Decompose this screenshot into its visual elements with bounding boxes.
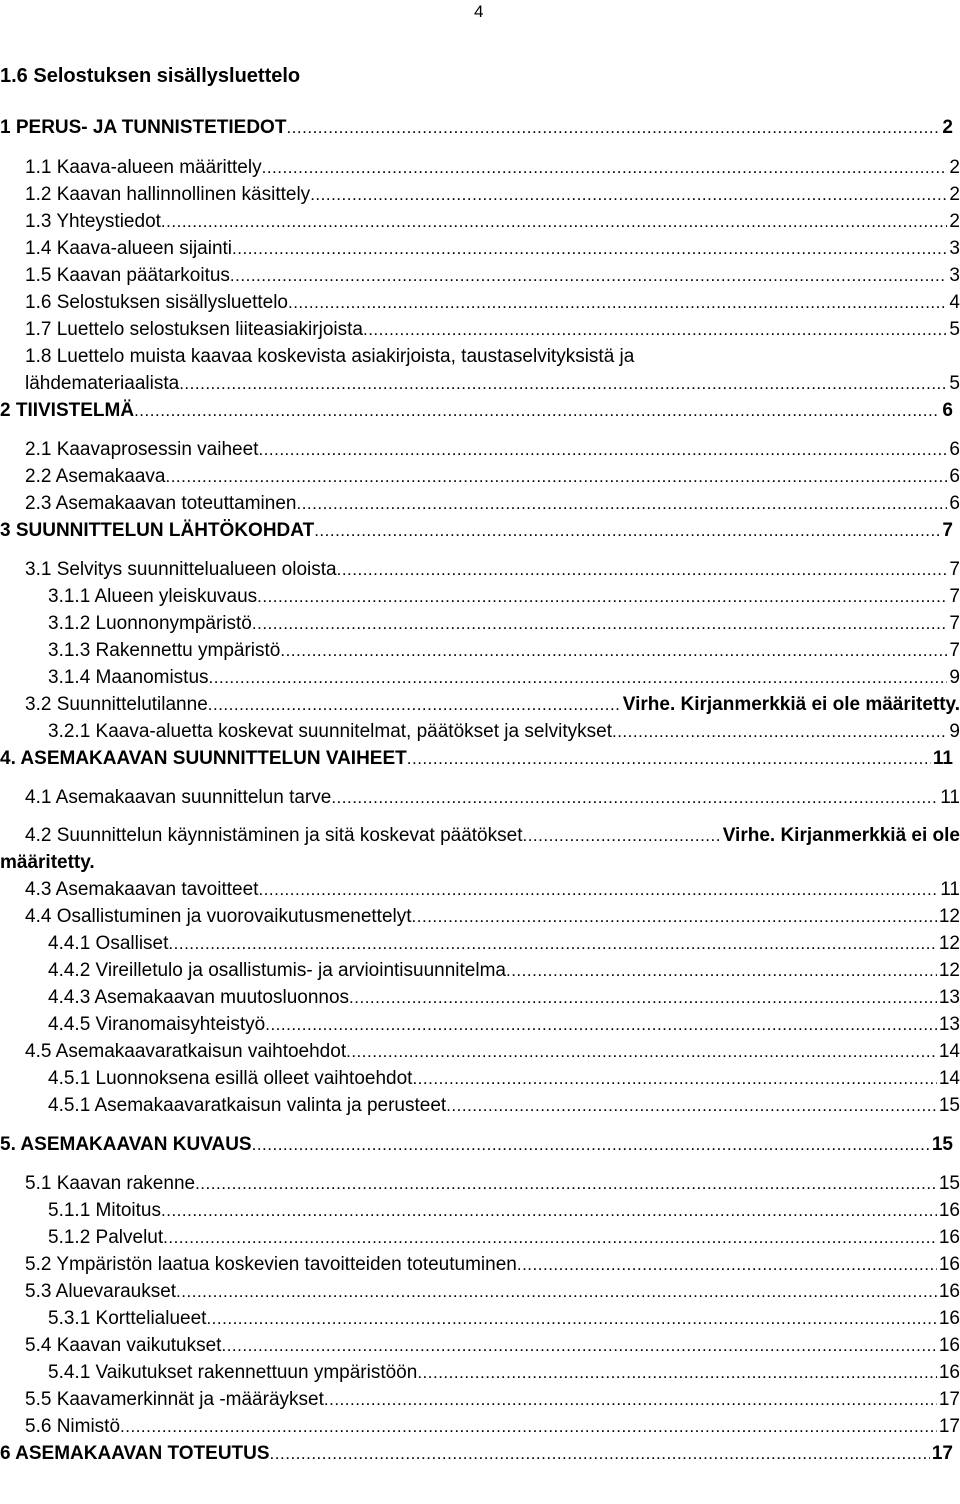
toc-entry[interactable]	[48, 1065, 960, 1092]
toc-entry-page: 16	[938, 1200, 960, 1221]
toc-entry[interactable]	[48, 1305, 960, 1332]
toc-entry-page: 7	[949, 613, 960, 634]
toc-dot-leader	[221, 1332, 936, 1359]
toc-entry-page: 2	[949, 157, 960, 178]
toc-entry-page: 16	[938, 1227, 960, 1248]
toc-entry-page: 3	[949, 238, 960, 259]
toc-entry-title: 1 PERUS- JA TUNNISTETIEDOT	[0, 117, 287, 138]
toc-entry[interactable]	[0, 1440, 953, 1467]
toc-dot-leader	[176, 1278, 937, 1305]
toc-dot-leader	[314, 517, 940, 544]
toc-entry[interactable]	[48, 637, 960, 664]
toc-entry-title: 5.1 Kaavan rakenne	[25, 1173, 196, 1194]
toc-entry[interactable]	[48, 1359, 960, 1386]
toc-entry-title: 2.2 Asemakaava	[25, 466, 166, 487]
toc-entry-title: 3 SUUNNITTELUN LÄHTÖKOHDAT	[0, 520, 315, 541]
toc-entry[interactable]	[25, 208, 960, 235]
toc-entry-title: 1.3 Yhteystiedot	[25, 211, 161, 232]
toc-entry[interactable]	[25, 876, 960, 903]
toc-entry-title: 1.2 Kaavan hallinnollinen käsittely	[25, 184, 311, 205]
toc-entry[interactable]	[25, 1170, 960, 1197]
toc-entry-title: 5.6 Nimistö	[25, 1416, 121, 1437]
toc-dot-leader	[363, 316, 947, 343]
toc-entry[interactable]	[25, 181, 960, 208]
toc-entry-title: 5.3 Aluevaraukset	[25, 1281, 177, 1302]
toc-entry[interactable]	[48, 957, 960, 984]
toc-entry[interactable]	[48, 1197, 960, 1224]
toc-dot-leader	[165, 463, 947, 490]
toc-entry[interactable]	[25, 289, 960, 316]
toc-dot-leader	[265, 1011, 937, 1038]
page-number: 4	[474, 2, 484, 21]
toc-entry[interactable]	[0, 517, 953, 544]
toc-dot-leader	[161, 208, 948, 235]
toc-entry[interactable]	[25, 1386, 960, 1413]
toc-entry-title: 4.4.5 Viranomaisyhteistyö	[48, 1014, 266, 1035]
toc-dot-leader	[208, 691, 621, 718]
toc-entry-page: 2	[942, 117, 953, 138]
toc-entry-title: 4.3 Asemakaavan tavoitteet	[25, 879, 259, 900]
toc-dot-leader	[288, 289, 947, 316]
toc-entry-title: 4.4 Osallistuminen ja vuorovaikutusmenettelyt	[25, 906, 412, 927]
toc-entry[interactable]	[25, 463, 960, 490]
toc-entry-title: 4.1 Asemakaavan suunnittelun tarve	[25, 787, 332, 808]
toc-entry-page: 17	[938, 1389, 960, 1410]
toc-entry-page: 11	[940, 879, 960, 900]
toc-entry[interactable]	[25, 436, 960, 463]
toc-entry-title: 5.4.1 Vaikutukset rakennettuun ympäristöön	[48, 1362, 418, 1383]
toc-entry-title: 5. ASEMAKAAVAN KUVAUS	[0, 1134, 252, 1155]
toc-entry-title: 3.1.2 Luonnonympäristö	[48, 613, 252, 634]
toc-entry[interactable]	[25, 691, 960, 718]
toc-entry[interactable]	[25, 784, 960, 811]
toc-entry-title: 4. ASEMAKAAVAN SUUNNITTELUN VAIHEET	[0, 748, 407, 769]
toc-entry-title: 4.5.1 Asemakaavaratkaisun valinta ja perusteet	[48, 1095, 447, 1116]
toc-entry-page: 13	[938, 987, 960, 1008]
toc-entry-title: 5.3.1 Korttelialueet	[48, 1308, 207, 1329]
toc-entry-title: 4.4.1 Osalliset	[48, 933, 169, 954]
toc-entry-page: 2	[949, 211, 960, 232]
toc-entry[interactable]	[25, 1413, 960, 1440]
toc-entry[interactable]	[48, 583, 960, 610]
toc-dot-leader	[407, 745, 931, 772]
toc-dot-leader	[257, 583, 947, 610]
toc-entry[interactable]	[48, 664, 960, 691]
toc-entry[interactable]	[48, 984, 960, 1011]
toc-entry-page: 7	[949, 559, 960, 580]
toc-entry-page: 15	[931, 1134, 953, 1155]
toc-entry-title: 5.2 Ympäristön laatua koskevien tavoitteiden toteutuminen	[25, 1254, 517, 1275]
toc-entry[interactable]	[0, 114, 953, 141]
toc-dot-leader	[120, 1413, 937, 1440]
toc-entry-page: 14	[938, 1068, 960, 1089]
toc-entry-page: Virhe. Kirjanmerkkiä ei ole	[722, 825, 960, 846]
toc-dot-leader	[324, 1386, 937, 1413]
toc-dot-leader	[412, 1065, 936, 1092]
toc-dot-leader	[286, 114, 940, 141]
toc-entry-title: 1.1 Kaava-alueen määrittely	[25, 157, 262, 178]
toc-entry-page: 17	[931, 1443, 953, 1464]
toc-entry-title: 6 ASEMAKAAVAN TOTEUTUS	[0, 1443, 270, 1464]
toc-entry-title: 3.2.1 Kaava-aluetta koskevat suunnitelmat, päätökset ja selvitykset	[48, 721, 612, 742]
toc-entry-title: 3.2 Suunnittelutilanne	[25, 694, 208, 715]
toc-entry-title: 5.1.2 Palvelut	[48, 1227, 164, 1248]
toc-dot-leader	[296, 490, 947, 517]
toc-entry[interactable]	[0, 745, 953, 772]
toc-entry-title: 4.2 Suunnittelun käynnistäminen ja sitä koskevat päätökset	[25, 825, 523, 846]
toc-entry-page: 7	[949, 586, 960, 607]
toc-entry-page: 9	[949, 667, 960, 688]
toc-entry-title: 2.3 Asemakaavan toteuttaminen	[25, 493, 297, 514]
toc-dot-leader	[258, 876, 938, 903]
toc-dot-leader	[195, 1170, 937, 1197]
toc-dot-leader	[506, 957, 937, 984]
toc-entry[interactable]	[48, 1224, 960, 1251]
toc-entry-title: 3.1.1 Alueen yleiskuvaus	[48, 586, 258, 607]
toc-entry-page: 11	[940, 787, 960, 808]
toc-entry-title: 4.4.3 Asemakaavan muutosluonnos	[48, 987, 350, 1008]
toc-dot-leader	[349, 984, 937, 1011]
toc-entry-page: 12	[938, 960, 960, 981]
toc-entry-page: 13	[938, 1014, 960, 1035]
toc-entry[interactable]	[0, 849, 95, 876]
toc-entry[interactable]	[0, 1131, 953, 1158]
toc-dot-leader	[163, 1224, 937, 1251]
toc-dot-leader	[337, 556, 948, 583]
toc-entry-page: 16	[938, 1281, 960, 1302]
toc-entry-title: 2.1 Kaavaprosessin vaiheet	[25, 439, 259, 460]
toc-entry-title: 1.8 Luettelo muista kaavaa koskevista asiakirjoista, taustaselvityksistä ja	[25, 346, 635, 367]
toc-entry[interactable]	[25, 262, 960, 289]
toc-dot-leader	[168, 930, 936, 957]
toc-entry[interactable]	[48, 1011, 960, 1038]
toc-entry[interactable]	[25, 370, 960, 397]
toc-entry-page: 11	[932, 748, 953, 769]
toc-entry-page: 4	[949, 292, 960, 313]
toc-entry[interactable]	[25, 822, 960, 849]
toc-entry[interactable]	[25, 1251, 960, 1278]
toc-dot-leader	[612, 718, 947, 745]
toc-entry[interactable]	[25, 1332, 960, 1359]
toc-entry-page: Virhe. Kirjanmerkkiä ei ole määritetty.	[622, 694, 960, 715]
toc-entry-title: 1.5 Kaavan päätarkoitus	[25, 265, 230, 286]
toc-entry-title: 1.7 Luettelo selostuksen liiteasiakirjoista	[25, 319, 363, 340]
toc-entry-page: 12	[938, 933, 960, 954]
toc-dot-leader	[417, 1359, 937, 1386]
toc-dot-leader	[280, 637, 947, 664]
toc-entry-page: 15	[938, 1173, 960, 1194]
toc-dot-leader	[262, 154, 948, 181]
toc-entry[interactable]	[25, 903, 960, 930]
toc-entry-title: 3.1.4 Maanomistus	[48, 667, 209, 688]
toc-entry-page: 7	[942, 520, 953, 541]
toc-dot-leader	[331, 784, 938, 811]
toc-entry[interactable]	[25, 490, 960, 517]
toc-entry-title: 5.5 Kaavamerkinnät ja -määräykset	[25, 1389, 324, 1410]
toc-entry-title: 2 TIIVISTELMÄ	[0, 400, 135, 421]
toc-entry-title: määritetty.	[0, 852, 95, 873]
toc-entry[interactable]	[48, 718, 960, 745]
toc-entry[interactable]	[0, 397, 953, 424]
toc-entry-page: 6	[949, 493, 960, 514]
toc-entry-page: 9	[949, 721, 960, 742]
toc-entry-page: 16	[938, 1254, 960, 1275]
section-heading: 1.6 Selostuksen sisällysluettelo	[0, 65, 301, 87]
toc-entry[interactable]	[25, 1038, 960, 1065]
toc-entry-page: 17	[938, 1416, 960, 1437]
toc-entry-title: 1.4 Kaava-alueen sijainti	[25, 238, 233, 259]
toc-entry-title: 5.1.1 Mitoitus	[48, 1200, 161, 1221]
toc-dot-leader	[209, 664, 948, 691]
toc-entry-page: 6	[949, 439, 960, 460]
toc-entry-title: 4.5 Asemakaavaratkaisun vaihtoehdot	[25, 1041, 347, 1062]
toc-dot-leader	[522, 822, 720, 849]
toc-entry-page: 5	[949, 319, 960, 340]
toc-dot-leader	[252, 1131, 930, 1158]
toc-entry-title: 4.4.2 Vireilletulo ja osallistumis- ja arviointisuunnitelma	[48, 960, 506, 981]
toc-entry-title: 5.4 Kaavan vaikutukset	[25, 1335, 222, 1356]
toc-dot-leader	[446, 1092, 937, 1119]
toc-entry-page: 16	[938, 1335, 960, 1356]
toc-dot-leader	[310, 181, 947, 208]
toc-entry-title: 4.5.1 Luonnoksena esillä olleet vaihtoehdot	[48, 1068, 413, 1089]
toc-entry[interactable]	[48, 1092, 960, 1119]
toc-entry-title: 3.1.3 Rakennettu ympäristö	[48, 640, 281, 661]
toc-dot-leader	[258, 436, 947, 463]
toc-entry-title: lähdemateriaalista	[25, 373, 180, 394]
toc-dot-leader	[412, 903, 937, 930]
toc-entry[interactable]	[25, 556, 960, 583]
toc-dot-leader	[161, 1197, 937, 1224]
toc-dot-leader	[346, 1038, 937, 1065]
toc-entry-page: 5	[949, 373, 960, 394]
toc-entry[interactable]	[25, 343, 634, 370]
toc-dot-leader	[206, 1305, 936, 1332]
toc-dot-leader	[179, 370, 947, 397]
toc-dot-leader	[252, 610, 948, 637]
toc-entry[interactable]	[25, 1278, 960, 1305]
toc-entry-page: 16	[938, 1362, 960, 1383]
toc-entry-page: 6	[942, 400, 953, 421]
toc-entry-page: 16	[938, 1308, 960, 1329]
toc-entry[interactable]	[25, 154, 960, 181]
toc-dot-leader	[232, 235, 947, 262]
toc-entry[interactable]	[25, 316, 960, 343]
toc-entry-page: 15	[938, 1095, 960, 1116]
toc-entry-page: 6	[949, 466, 960, 487]
toc-entry-page: 7	[949, 640, 960, 661]
toc-dot-leader	[270, 1440, 930, 1467]
toc-entry[interactable]	[48, 930, 960, 957]
toc-entry-page: 2	[949, 184, 960, 205]
toc-entry[interactable]	[48, 610, 960, 637]
toc-entry[interactable]	[25, 235, 960, 262]
toc-entry-title: 1.6 Selostuksen sisällysluettelo	[25, 292, 288, 313]
toc-dot-leader	[230, 262, 948, 289]
toc-dot-leader	[517, 1251, 937, 1278]
toc-dot-leader	[134, 397, 940, 424]
toc-entry-page: 3	[949, 265, 960, 286]
toc-entry-page: 12	[938, 906, 960, 927]
toc-entry-page: 14	[938, 1041, 960, 1062]
toc-entry-title: 3.1 Selvitys suunnittelualueen oloista	[25, 559, 337, 580]
